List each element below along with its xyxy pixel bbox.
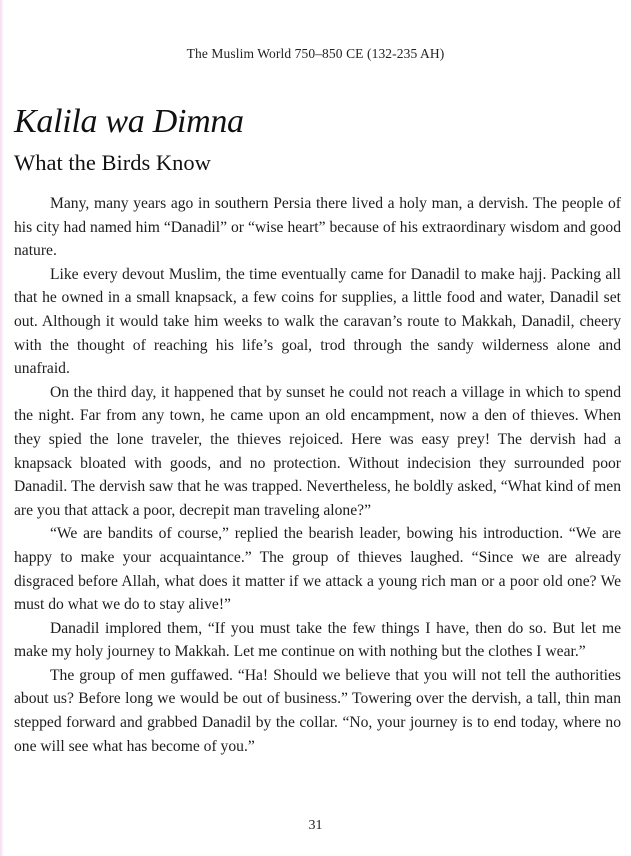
- paragraph: Many, many years ago in southern Persia there lived a holy man, a dervish. The people of his city had named him “Danadil” or “wise heart” because of his extraordinary wisdom and good nature.: [14, 195, 621, 260]
- paragraph: On the third day, it happened that by sunset he could not reach a village in which to spend the night. Far from any town, he came upon an old encampment, now a den of thieves. When they spied the lone traveler, the thieves rejoiced. Here was easy prey! The dervish had a knapsack bloated with goods, and no protection. Without indecision they surrounded poor Danadil. The dervish saw that he was trapped. Nevertheless, he boldly asked, “What kind of men are you that attack a poor, decrepit man traveling alone?”: [14, 383, 621, 519]
- section-title: What the Birds Know: [14, 150, 211, 175]
- running-header: The Muslim World 750–850 CE (132-235 AH): [186, 46, 445, 61]
- paragraph: The group of men guffawed. “Ha! Should we believe that you will not tell the authorities about us? Before long we would be out of business.” Towering over the dervish, a tall, thin man stepped forward and grabbed Danadil by the collar. “No, your journey is to end today, where no one will see what has become of you.”: [14, 666, 621, 755]
- page-edge: [0, 0, 4, 856]
- paragraph: “We are bandits of course,” replied the bearish leader, bowing his introduction. “We are happy to make your acquaintance.” The group of thieves laughed. “Since we are already disgraced before Allah, what does it matter if we attack a young rich man or a poor old one? We must do what we do to stay alive!”: [14, 525, 621, 614]
- paragraph: Danadil implored them, “If you must take the few things I have, then do so. But let me make my holy journey to Makkah. Let me continue on with nothing but the clothes I wear.”: [14, 619, 621, 661]
- body-text: [14, 192, 621, 758]
- chapter-title: Kalila wa Dimna: [14, 103, 244, 140]
- paragraph: Like every devout Muslim, the time eventually came for Danadil to make hajj. Packing all that he owned in a small knapsack, a few coins for supplies, a little food and water, Danadil set out. Although it would take him weeks to walk the caravan’s route to Makkah, Danadil, cheery with the thought of reaching his life’s goal, trod through the sandy wilderness alone and unafraid.: [14, 265, 621, 378]
- page-number: 31: [308, 818, 323, 833]
